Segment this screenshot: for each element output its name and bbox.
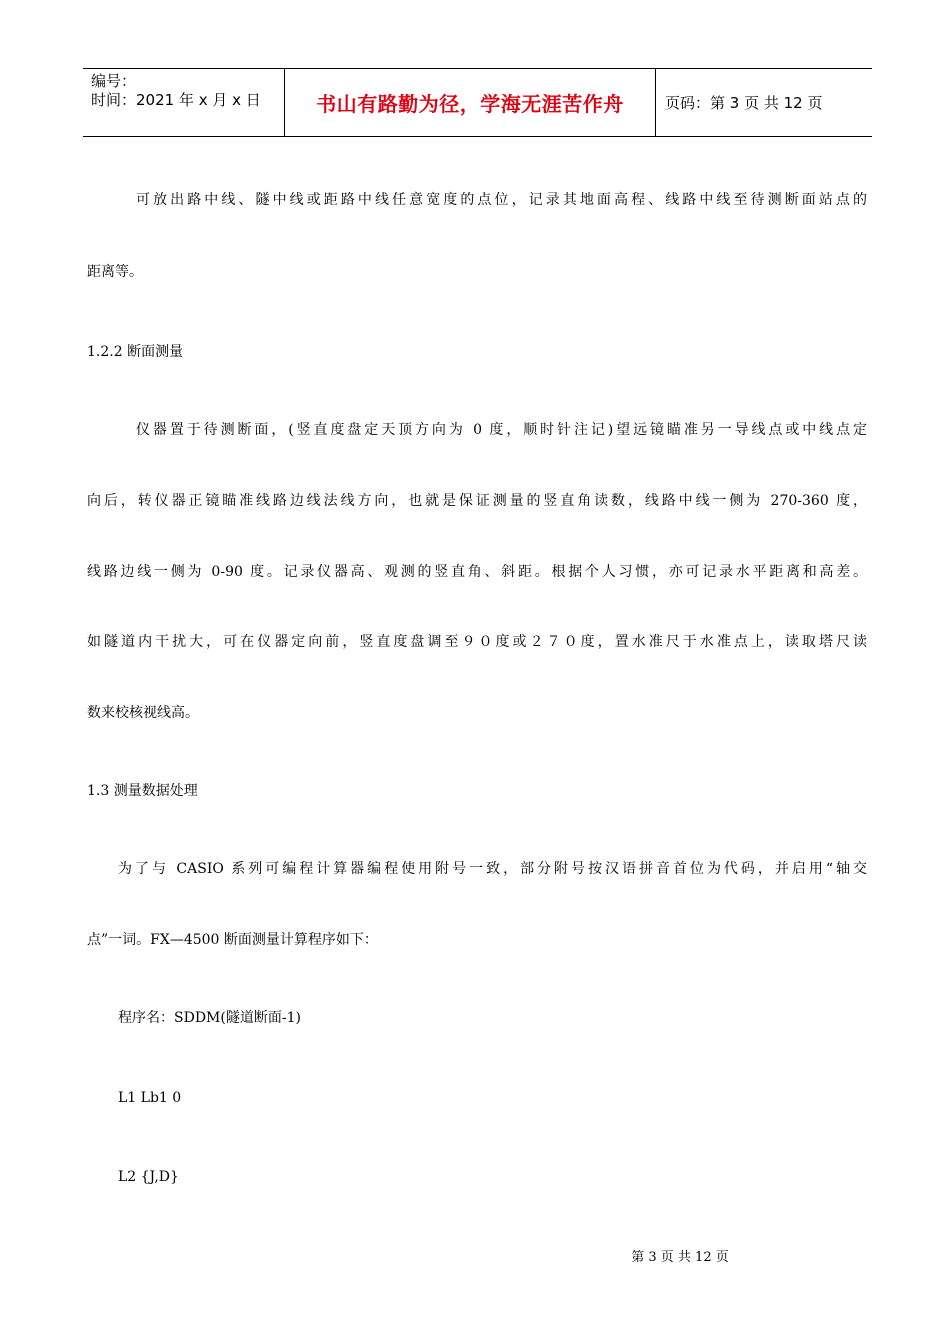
section-heading-1-3: 1.3 测量数据处理 — [87, 783, 198, 799]
header-motto: 书山有路勤为径，学海无涯苦作舟 — [284, 69, 656, 136]
paragraph-line: 线路边线一侧为 0-90 度。记录仪器高、观测的竖直角、斜距。根据个人习惯，亦可记录水平距离和高差。 — [87, 564, 867, 580]
paragraph-line: 数来校核视线高。 — [87, 705, 199, 721]
document-number-label: 编号： — [91, 72, 137, 90]
program-line-l1: L1 Lb1 0 — [118, 1090, 182, 1106]
paragraph-line: 如隧道内干扰大，可在仪器定向前，竖直度盘调至９０度或２７０度，置水准尺于水准点上，读取塔尺读 — [87, 634, 867, 650]
paragraph-line: 为了与 CASIO 系列可编程计算器编程使用附号一致，部分附号按汉语拼音首位为代码，并启用“轴交 — [118, 861, 867, 877]
date-line: 时间：2021 年 x 月 x 日 — [91, 91, 261, 109]
header-page-info: 页码：第 3 页 共 12 页 — [665, 94, 823, 112]
page-footer: 第 3 页 共 12 页 — [631, 1250, 729, 1265]
page-header — [83, 68, 872, 137]
paragraph-line: 仪器置于待测断面，(竖直度盘定天顶方向为 0 度，顺时针注记)望远镜瞄准另一导线点或中线点定 — [136, 422, 867, 438]
paragraph-line: 点”一词。FX—4500 断面测量计算程序如下： — [87, 932, 378, 948]
paragraph-line: 向后，转仪器正镜瞄准线路边线法线方向，也就是保证测量的竖直角读数，线路中线一侧为 270-360 度， — [87, 493, 867, 509]
program-line-l2: L2 {J,D} — [118, 1169, 179, 1185]
paragraph-line: 距离等。 — [87, 264, 143, 280]
program-name: 程序名：SDDM(隧道断面-1) — [118, 1010, 301, 1026]
section-heading-1-2-2: 1.2.2 断面测量 — [87, 344, 184, 360]
header-info-cell — [83, 69, 284, 136]
paragraph-line: 可放出路中线、隧中线或距路中线任意宽度的点位，记录其地面高程、线路中线至待测断面站点的 — [136, 192, 867, 208]
